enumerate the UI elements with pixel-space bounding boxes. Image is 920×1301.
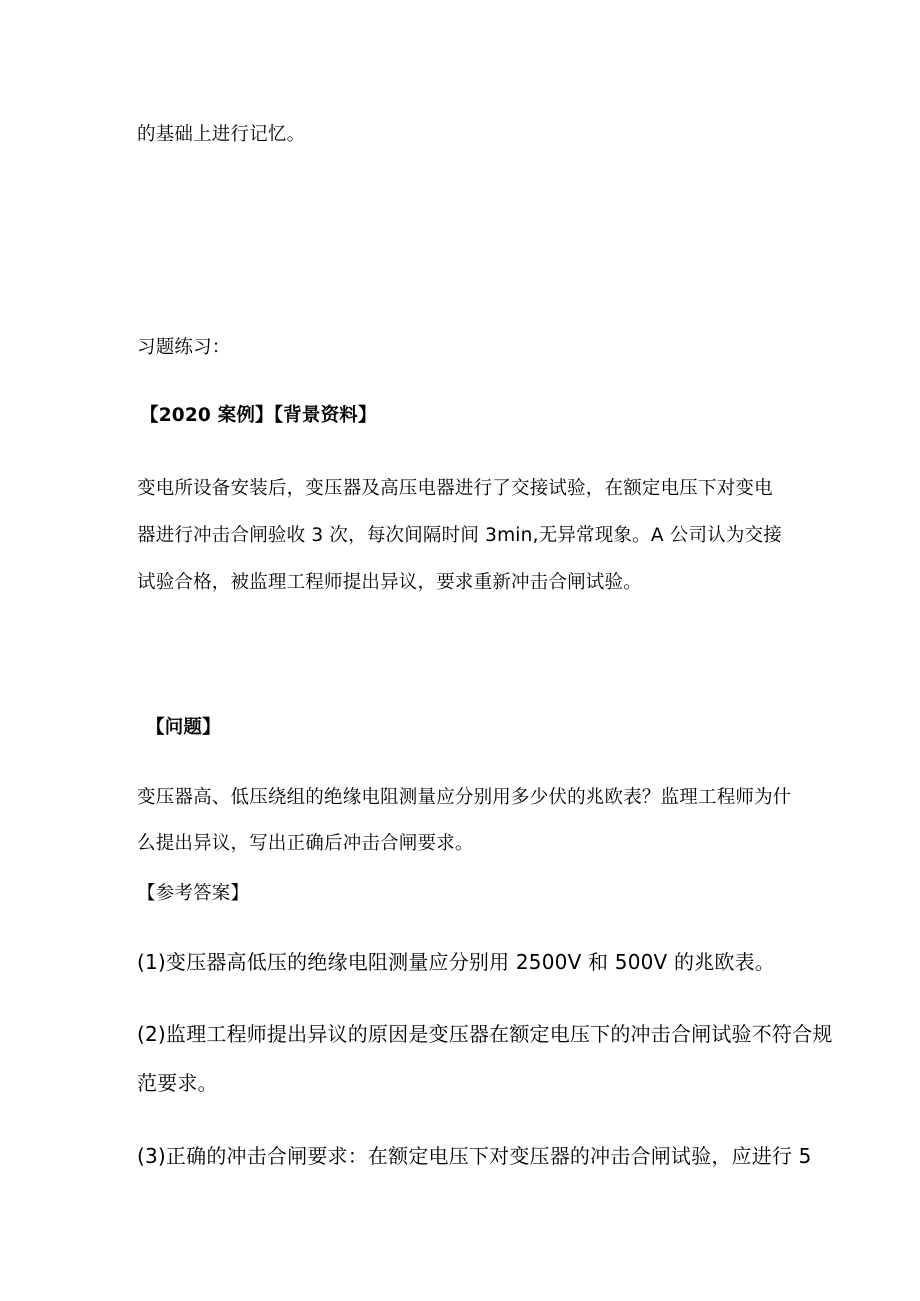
intro-text: 的基础上进行记忆。 xyxy=(137,124,306,145)
question-heading: 【问题】 xyxy=(146,717,221,738)
question-line-1: 变压器高、低压绕组的绝缘电阻测量应分别用多少伏的兆欧表？监理工程师为什 xyxy=(137,787,792,808)
background-line-1: 变电所设备安装后，变压器及高压电器进行了交接试验，在额定电压下对变电 xyxy=(137,478,773,499)
background-line-3: 试验合格，被监理工程师提出异议，要求重新冲击合闸试验。 xyxy=(137,572,642,593)
answer-line-4: (3)正确的冲击合闸要求：在额定电压下对变压器的冲击合闸试验，应进行 5 xyxy=(137,1144,812,1168)
exercise-heading: 习题练习： xyxy=(137,337,231,358)
case-heading: 【2020 案例】【背景资料】 xyxy=(140,405,377,426)
answer-heading: 【参考答案】 xyxy=(137,883,250,904)
answer-line-1: (1)变压器高低压的绝缘电阻测量应分别用 2500V 和 500V 的兆欧表。 xyxy=(137,950,775,974)
answer-line-3: 范要求。 xyxy=(137,1071,218,1095)
background-line-2: 器进行冲击合闸验收 3 次，每次间隔时间 3min,无异常现象。A 公司认为交接 xyxy=(137,525,782,546)
answer-line-2: (2)监理工程师提出异议的原因是变压器在额定电压下的冲击合闸试验不符合规 xyxy=(137,1022,833,1046)
question-line-2: 么提出异议，写出正确后冲击合闸要求。 xyxy=(137,833,474,854)
